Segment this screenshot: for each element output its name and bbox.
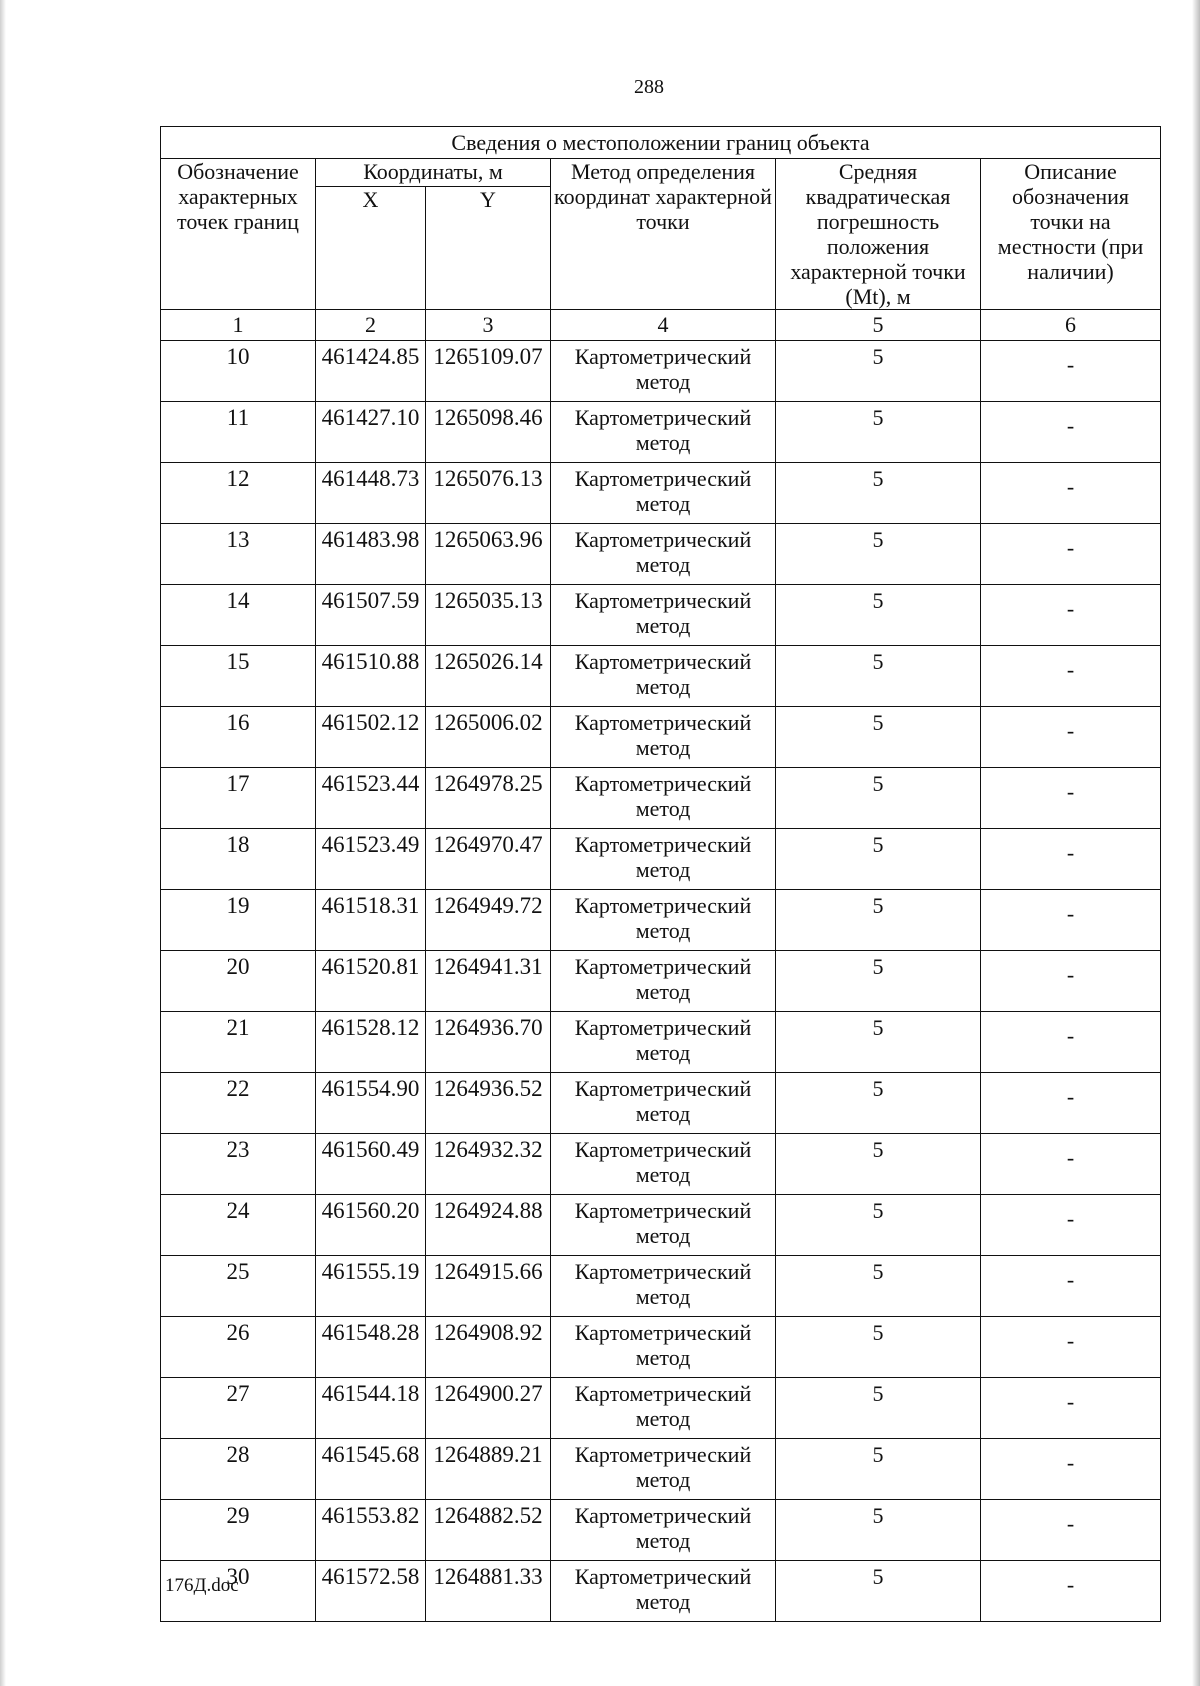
cell-point: 21: [161, 1012, 316, 1073]
cell-x: 461528.12: [316, 1012, 426, 1073]
header-method: Метод определения координат характерной точки: [551, 159, 776, 310]
cell-x: 461548.28: [316, 1317, 426, 1378]
cell-y: 1265076.13: [426, 463, 551, 524]
table-row: [161, 1195, 1161, 1256]
cell-method: Картометрический метод: [551, 768, 776, 829]
description-value: -: [1066, 657, 1075, 682]
table-row: [161, 463, 1161, 524]
cell-method: Картометрический метод: [551, 524, 776, 585]
table-row: [161, 1317, 1161, 1378]
description-value: -: [1066, 779, 1075, 804]
cell-mean-error: 5: [776, 1134, 981, 1195]
cell-mean-error: 5: [776, 1317, 981, 1378]
cell-description: [981, 1317, 1161, 1378]
scan-edge-left: [0, 0, 6, 1686]
cell-method: Картометрический метод: [551, 402, 776, 463]
cell-description: [981, 646, 1161, 707]
cell-mean-error: 5: [776, 341, 981, 402]
cell-point: 11: [161, 402, 316, 463]
cell-x: 461518.31: [316, 890, 426, 951]
column-number: 2: [316, 310, 426, 341]
cell-x: 461424.85: [316, 341, 426, 402]
cell-x: 461554.90: [316, 1073, 426, 1134]
table-row: [161, 890, 1161, 951]
cell-y: 1264908.92: [426, 1317, 551, 1378]
cell-description: [981, 1561, 1161, 1622]
description-value: -: [1066, 596, 1075, 621]
cell-description: [981, 341, 1161, 402]
table-row: [161, 646, 1161, 707]
description-value: -: [1066, 352, 1075, 377]
cell-method: Картометрический метод: [551, 1256, 776, 1317]
cell-method: Картометрический метод: [551, 585, 776, 646]
column-number: 5: [776, 310, 981, 341]
table-row: [161, 951, 1161, 1012]
cell-x: 461560.20: [316, 1195, 426, 1256]
cell-method: Картометрический метод: [551, 707, 776, 768]
cell-description: [981, 707, 1161, 768]
cell-description: [981, 1012, 1161, 1073]
cell-mean-error: 5: [776, 707, 981, 768]
cell-x: 461523.44: [316, 768, 426, 829]
cell-mean-error: 5: [776, 768, 981, 829]
cell-description: [981, 951, 1161, 1012]
cell-mean-error: 5: [776, 890, 981, 951]
cell-point: 23: [161, 1134, 316, 1195]
cell-point: 17: [161, 768, 316, 829]
cell-x: 461483.98: [316, 524, 426, 585]
cell-point: 28: [161, 1439, 316, 1500]
column-number-row: [161, 310, 1161, 341]
column-number: 1: [161, 310, 316, 341]
cell-mean-error: 5: [776, 524, 981, 585]
cell-y: 1264936.52: [426, 1073, 551, 1134]
header-y: Y: [426, 186, 551, 309]
table-caption: Сведения о местоположении границ объекта: [161, 127, 1161, 159]
cell-mean-error: 5: [776, 1012, 981, 1073]
cell-y: 1265035.13: [426, 585, 551, 646]
cell-x: 461544.18: [316, 1378, 426, 1439]
cell-point: 26: [161, 1317, 316, 1378]
table-row: [161, 707, 1161, 768]
description-value: -: [1066, 962, 1075, 987]
cell-y: 1264936.70: [426, 1012, 551, 1073]
table-row: [161, 768, 1161, 829]
boundary-coordinates-table: [160, 126, 1161, 1622]
cell-x: 461545.68: [316, 1439, 426, 1500]
footer-filename: 176Д.doc: [165, 1575, 239, 1596]
cell-x: 461502.12: [316, 707, 426, 768]
cell-x: 461510.88: [316, 646, 426, 707]
description-value: -: [1066, 1267, 1075, 1292]
cell-y: 1265098.46: [426, 402, 551, 463]
cell-description: [981, 829, 1161, 890]
cell-y: 1264882.52: [426, 1500, 551, 1561]
cell-method: Картометрический метод: [551, 890, 776, 951]
table-row: [161, 829, 1161, 890]
cell-y: 1264978.25: [426, 768, 551, 829]
cell-x: 461572.58: [316, 1561, 426, 1622]
cell-description: [981, 524, 1161, 585]
cell-y: 1264949.72: [426, 890, 551, 951]
cell-method: Картометрический метод: [551, 1073, 776, 1134]
cell-method: Картометрический метод: [551, 1378, 776, 1439]
cell-y: 1265109.07: [426, 341, 551, 402]
cell-point: 27: [161, 1378, 316, 1439]
cell-x: 461427.10: [316, 402, 426, 463]
cell-mean-error: 5: [776, 646, 981, 707]
description-value: -: [1066, 474, 1075, 499]
cell-x: 461520.81: [316, 951, 426, 1012]
description-value: -: [1066, 1328, 1075, 1353]
cell-description: [981, 585, 1161, 646]
description-value: -: [1066, 1023, 1075, 1048]
cell-mean-error: 5: [776, 1378, 981, 1439]
cell-y: 1264932.32: [426, 1134, 551, 1195]
table-row: [161, 524, 1161, 585]
description-value: -: [1066, 1450, 1075, 1475]
cell-x: 461553.82: [316, 1500, 426, 1561]
column-number: 6: [981, 310, 1161, 341]
column-number: 4: [551, 310, 776, 341]
cell-point: 25: [161, 1256, 316, 1317]
cell-method: Картометрический метод: [551, 1439, 776, 1500]
header-point-designation: Обозначение характерных точек границ: [161, 159, 316, 310]
cell-point: 19: [161, 890, 316, 951]
header-mean-error: Средняя квадратическая погрешность положения характерной точки (Mt), м: [776, 159, 981, 310]
table-row: [161, 341, 1161, 402]
cell-y: 1264915.66: [426, 1256, 551, 1317]
cell-description: [981, 1195, 1161, 1256]
cell-point: 12: [161, 463, 316, 524]
cell-description: [981, 1073, 1161, 1134]
table-row: [161, 585, 1161, 646]
header-description: Описание обозначения точки на местности (при наличии): [981, 159, 1161, 310]
scan-edge-right: [1192, 0, 1200, 1686]
cell-point: 20: [161, 951, 316, 1012]
cell-point: 24: [161, 1195, 316, 1256]
cell-method: Картометрический метод: [551, 1561, 776, 1622]
cell-mean-error: 5: [776, 1195, 981, 1256]
description-value: -: [1066, 1511, 1075, 1536]
cell-mean-error: 5: [776, 1439, 981, 1500]
cell-y: 1264970.47: [426, 829, 551, 890]
cell-method: Картометрический метод: [551, 1012, 776, 1073]
description-value: -: [1066, 1572, 1075, 1597]
description-value: -: [1066, 1206, 1075, 1231]
column-number: 3: [426, 310, 551, 341]
cell-point: 16: [161, 707, 316, 768]
cell-description: [981, 402, 1161, 463]
cell-point: 18: [161, 829, 316, 890]
cell-mean-error: 5: [776, 1500, 981, 1561]
cell-description: [981, 1378, 1161, 1439]
description-value: -: [1066, 901, 1075, 926]
cell-description: [981, 890, 1161, 951]
cell-x: 461523.49: [316, 829, 426, 890]
cell-x: 461560.49: [316, 1134, 426, 1195]
cell-mean-error: 5: [776, 585, 981, 646]
table-row: [161, 402, 1161, 463]
cell-method: Картометрический метод: [551, 463, 776, 524]
cell-mean-error: 5: [776, 1073, 981, 1134]
cell-y: 1265026.14: [426, 646, 551, 707]
table-row: [161, 1500, 1161, 1561]
cell-method: Картометрический метод: [551, 341, 776, 402]
description-value: -: [1066, 718, 1075, 743]
cell-y: 1264881.33: [426, 1561, 551, 1622]
cell-y: 1265006.02: [426, 707, 551, 768]
cell-description: [981, 1256, 1161, 1317]
cell-mean-error: 5: [776, 829, 981, 890]
cell-y: 1264941.31: [426, 951, 551, 1012]
description-value: -: [1066, 840, 1075, 865]
table-row: [161, 1134, 1161, 1195]
description-value: -: [1066, 413, 1075, 438]
cell-description: [981, 768, 1161, 829]
cell-point: 10: [161, 341, 316, 402]
cell-mean-error: 5: [776, 463, 981, 524]
page-number: 288: [634, 76, 664, 98]
cell-point: 30: [161, 1561, 316, 1622]
cell-mean-error: 5: [776, 951, 981, 1012]
cell-point: 13: [161, 524, 316, 585]
table-row: [161, 1561, 1161, 1622]
table-row: [161, 1256, 1161, 1317]
cell-mean-error: 5: [776, 402, 981, 463]
header-coordinates: Координаты, м: [316, 159, 551, 187]
cell-method: Картометрический метод: [551, 1317, 776, 1378]
cell-mean-error: 5: [776, 1561, 981, 1622]
cell-point: 29: [161, 1500, 316, 1561]
cell-method: Картометрический метод: [551, 951, 776, 1012]
cell-description: [981, 1439, 1161, 1500]
cell-mean-error: 5: [776, 1256, 981, 1317]
cell-point: 15: [161, 646, 316, 707]
description-value: -: [1066, 1084, 1075, 1109]
description-value: -: [1066, 535, 1075, 560]
cell-y: 1265063.96: [426, 524, 551, 585]
cell-x: 461507.59: [316, 585, 426, 646]
cell-method: Картометрический метод: [551, 1195, 776, 1256]
cell-description: [981, 1134, 1161, 1195]
cell-y: 1264924.88: [426, 1195, 551, 1256]
cell-method: Картометрический метод: [551, 646, 776, 707]
cell-point: 22: [161, 1073, 316, 1134]
cell-method: Картометрический метод: [551, 829, 776, 890]
cell-x: 461448.73: [316, 463, 426, 524]
cell-description: [981, 463, 1161, 524]
table-row: [161, 1378, 1161, 1439]
cell-method: Картометрический метод: [551, 1500, 776, 1561]
cell-method: Картометрический метод: [551, 1134, 776, 1195]
header-x: X: [316, 186, 426, 309]
cell-x: 461555.19: [316, 1256, 426, 1317]
cell-y: 1264889.21: [426, 1439, 551, 1500]
cell-description: [981, 1500, 1161, 1561]
table-row: [161, 1073, 1161, 1134]
description-value: -: [1066, 1145, 1075, 1170]
table-body: [161, 341, 1161, 1622]
table-row: [161, 1439, 1161, 1500]
table-row: [161, 1012, 1161, 1073]
cell-y: 1264900.27: [426, 1378, 551, 1439]
description-value: -: [1066, 1389, 1075, 1414]
cell-point: 14: [161, 585, 316, 646]
